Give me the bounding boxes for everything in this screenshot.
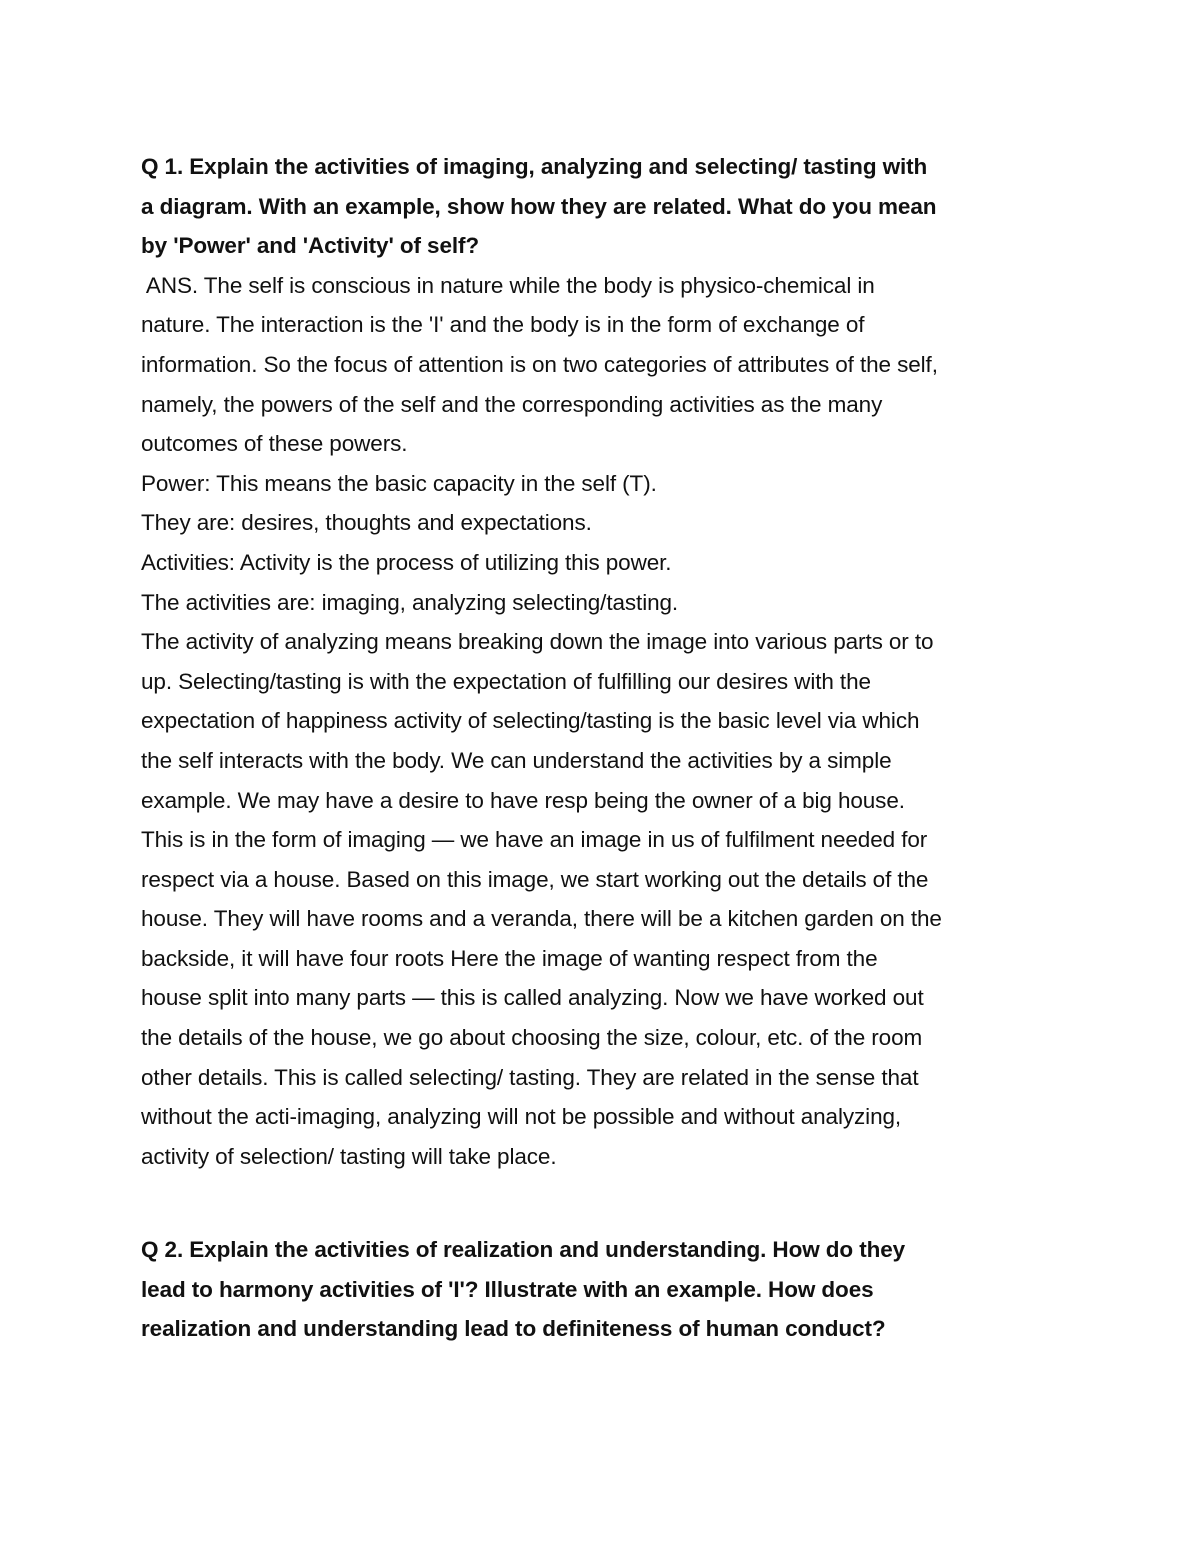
answer-1-line: nature. The interaction is the 'I' and the body is in the form of exchange of	[141, 312, 865, 338]
answer-1-line: Power: This means the basic capacity in the self (T).	[141, 470, 657, 496]
answer-1-line: The activities are: imaging, analyzing selecting/tasting.	[141, 589, 679, 615]
answer-1-line: the self interacts with the body. We can understand the activities by a simple	[141, 747, 892, 773]
answer-1-line: up. Selecting/tasting is with the expectation of fulfilling our desires with the	[141, 668, 871, 694]
question-1-line: Q 1. Explain the activities of imaging, analyzing and selecting/ tasting with	[141, 154, 928, 179]
answer-1-line: The activity of analyzing means breaking down the image into various parts or to	[141, 629, 934, 655]
question-1-line: by 'Power' and 'Activity' of self?	[141, 233, 480, 259]
question-1-line: a diagram. With an example, show how they are related. What do you mean	[141, 193, 937, 219]
answer-1-line: backside, it will have four roots Here the image of wanting respect from the	[141, 945, 878, 971]
answer-1-line: without the acti-imaging, analyzing will not be possible and without analyzing,	[141, 1104, 902, 1130]
answer-1-line: activity of selection/ tasting will take place.	[141, 1143, 557, 1169]
answer-1-line: This is in the form of imaging — we have an image in us of fulfilment needed for	[141, 827, 928, 853]
question-2-line: realization and understanding lead to definiteness of human conduct?	[141, 1316, 886, 1342]
answer-1-line: respect via a house. Based on this image, we start working out the details of the	[141, 866, 929, 892]
answer-1-line: example. We may have a desire to have resp being the owner of a big house.	[141, 787, 905, 813]
question-2-section	[141, 1230, 1081, 1349]
answer-1-line: information. So the focus of attention is on two categories of attributes of the self,	[141, 351, 938, 377]
question-2-line: Q 2. Explain the activities of realization and understanding. How do they	[141, 1237, 906, 1262]
answer-1-line: expectation of happiness activity of selecting/tasting is the basic level via which	[141, 708, 920, 734]
answer-1-line: They are: desires, thoughts and expectations.	[141, 510, 592, 536]
answer-1-line: Activities: Activity is the process of utilizing this power.	[141, 549, 672, 575]
answer-1-line: other details. This is called selecting/ tasting. They are related in the sense that	[141, 1064, 919, 1090]
question-2-line: lead to harmony activities of 'I'? Illustrate with an example. How does	[141, 1276, 874, 1302]
answer-1-line: house split into many parts — this is called analyzing. Now we have worked out	[141, 985, 924, 1011]
answer-1-line: outcomes of these powers.	[141, 431, 408, 457]
answer-1-line: ANS. The self is conscious in nature while the body is physico-chemical in	[141, 272, 875, 298]
answer-1-line: house. They will have rooms and a veranda, there will be a kitchen garden on the	[141, 906, 942, 932]
question-1-section	[141, 147, 1081, 1176]
answer-1-line: namely, the powers of the self and the corresponding activities as the many	[141, 391, 883, 417]
answer-1-line: the details of the house, we go about choosing the size, colour, etc. of the room	[141, 1025, 923, 1051]
